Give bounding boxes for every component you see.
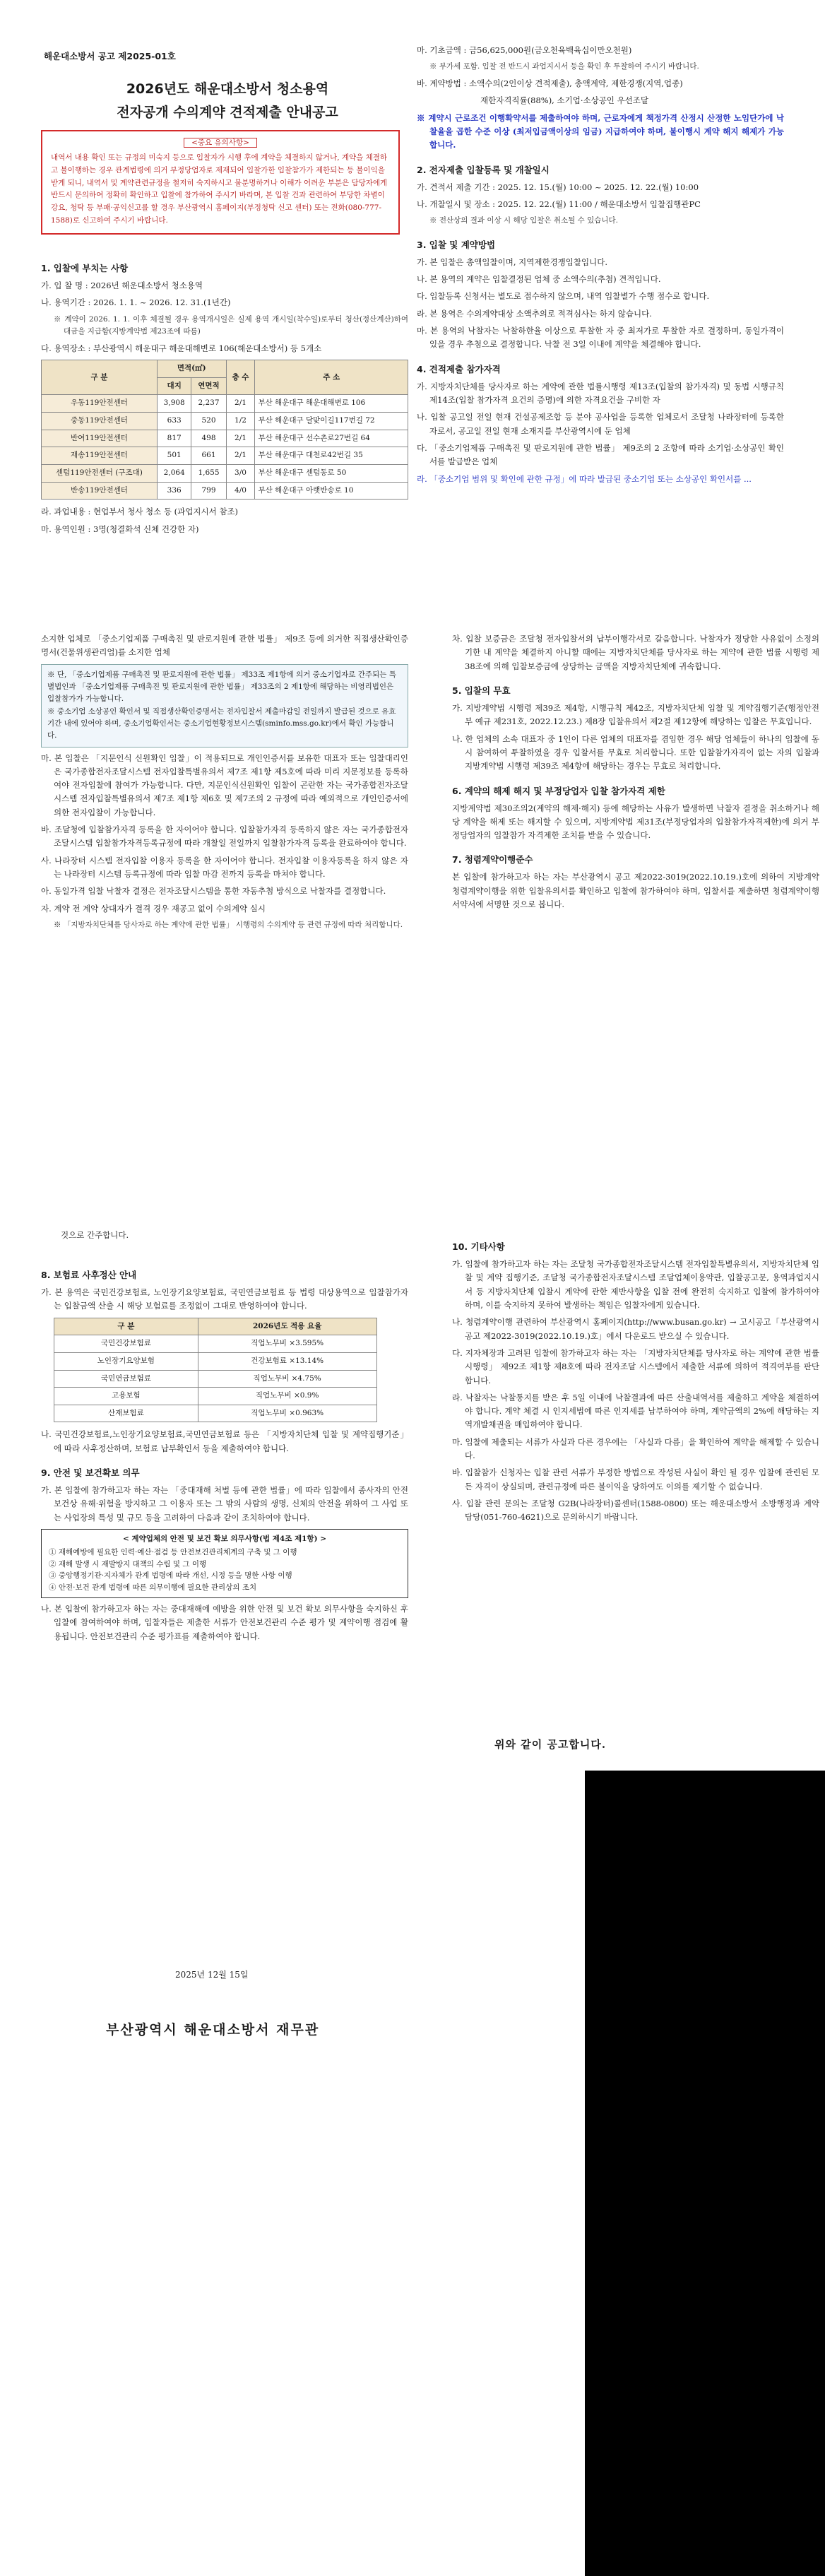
table-row: 우동119안전센터 3,908 2,237 2/1 부산 해운대구 해운대해변로 106 [42, 395, 408, 413]
s2-item-a: 가. 견적서 제출 기간 : 2025. 12. 15.(월) 10:00 ~ 2025. 12. 22.(월) 10:00 [417, 182, 699, 192]
note-box: ※ 단, 「중소기업제품 구매촉진 및 판로지원에 관한 법률」 제33조 제1항에 의거 중소기업자로 간주되는 특별법인과 「중소기업제품 구매촉진 및 판로지원에 관한 법률」 제33조의 2 제1항에 해당하는 비영리법인은 입찰참가가 가능합니다. ※ 중소기업 소상공인 확인서 및 직접생산확인증명서는 전자입찰서 제출마감일 전일까지 발급된 것으로 유효기간 내에 있어야 하며, 중소기업확인서는 중소기업현황정보시스템(sminfo.mss.go.kr)에서 확인 가능합니다. [41, 664, 408, 748]
s3-item-e: 마. 본 용역의 낙찰자는 낙찰하한율 이상으로 투찰한 자 중 최저가로 투찰한 자로 결정하며, 동일가격이 있을 경우 추첨으로 결정합니다. 낙찰 전 3일 이내에 계약을 체결해야 합니다. [417, 326, 784, 350]
table-header: 연면적 [191, 377, 226, 395]
table-header: 구 분 [42, 360, 158, 395]
table-row: 노인장기요양보험 건강보험료 ×13.14% [54, 1352, 377, 1370]
warning-text: 내역서 내용 확인 또는 규정의 미숙지 등으로 입찰자가 시행 후에 계약을 체결하지 않거나, 계약을 체결하고 불이행하는 경우 관계법령에 의거 부정당업자로 제재되어 입찰가한 입찰참가가 제한되는 등 불이익을 받게 되니, 내역서 및 계약관련규정을 철저히 숙지하시고 불분명하거나 이해가 어려운 부분은 담당자에게 반드시 문의하여 정확히 확인하고 입찰에 참가하여 주시기 바라며, 본 입찰 건과 관련하여 부당한 차별이 강요, 청탁 등 부패·공익신고를 할 경우 부산광역시 홈페이지(부정청탁 신고 센터) 또는 전화(080-777-1588)로 신고하여 주시기 바랍니다. [51, 153, 388, 225]
s10-item-e: 마. 입찰에 제출되는 서류가 사실과 다른 경우에는 「사실과 다름」을 확인하여 계약을 해제할 수 있습니다. [452, 1436, 819, 1461]
base-price-note: ※ 부가세 포함. 입찰 전 반드시 과업지시서 등을 확인 후 투찰하여 주시기 바랍니다. [429, 62, 699, 71]
p2-item-ja: 자. 계약 전 계약 상대자가 결격 경우 재공고 없이 수의계약 실시 [41, 903, 266, 914]
s4-item-d: 라. 「중소기업 범위 및 확인에 관한 규정」에 따라 발급된 중소기업 또는 소상공인 확인서를 ... [417, 473, 752, 484]
title-line-2: 전자공개 수의계약 견적제출 안내공고 [117, 105, 338, 121]
facility-table [41, 360, 408, 500]
table-row: 반송119안전센터 336 799 4/0 부산 해운대구 아랫반송로 10 [42, 482, 408, 500]
s1-item-c: 다. 용역장소 : 부산광역시 해운대구 해운대해변로 106(해운대소방서) 등 5개소 [41, 343, 322, 353]
s1-item-b-note: ※ 계약이 2026. 1. 1. 이후 체결될 경우 용역개시일은 실제 용역 개시일(착수일)로부터 청산(정산계산)하여 대금을 지급함(지방계약법 제23조에 따름) [54, 314, 408, 336]
table-row: 산재보험료 직업노무비 ×0.963% [54, 1405, 377, 1422]
notice-number: 해운대소방서 공고 제2025-01호 [44, 51, 176, 61]
s4-item-a: 가. 지방자치단체를 당사자로 하는 계약에 관한 법률시행령 제13조(입찰의 참가자격) 및 동법 시행규칙 제14조(입찰 참가자격 요건의 증명)에 의한 자격요건을 구비한 자 [417, 381, 784, 405]
column-3 [41, 632, 408, 935]
column-1 [41, 251, 408, 540]
column-4 [452, 632, 819, 915]
column-2 [417, 44, 784, 490]
s3-item-b: 나. 본 용역의 계약은 입찰결정된 업체 중 소액수의(추첨) 견적입니다. [417, 274, 661, 285]
s10-item-b: 나. 청렴계약이행 관련하여 부산광역시 홈페이지(http://www.busan.go.kr) → 고시공고「부산광역시 공고 제2022-3019(2022.10.19.)호」에서 다운로드 받으실 수 있습니다. [452, 1317, 819, 1341]
safety-item: ③ 중앙행정기관·지자체가 관계 법령에 따라 개선, 시정 등을 명한 사항 이행 [49, 1571, 292, 1581]
table-header: 구 분 [54, 1318, 198, 1335]
table-row: 반여119안전센터 817 498 2/1 부산 해운대구 선수촌로27번길 64 [42, 430, 408, 447]
p2-item-sa: 사. 나라장터 시스템 전자입찰 이용자 등록을 한 자이어야 합니다. 전자입찰 이용자등록을 하지 않은 자는 나라장터 시스템 등록규정에 따라 입찰 마감 전까지 등록을 마쳐야 합니다. [41, 855, 408, 879]
s3-item-d: 라. 본 용역은 수의계약대상 소액추의로 적격심사는 하지 않습니다. [417, 308, 652, 319]
section-7-heading: 7. 청렴계약이행준수 [452, 854, 533, 865]
section-2-heading: 2. 전자제출 입찰등록 및 개찰일시 [417, 164, 550, 175]
continued-text: 것으로 간주합니다. [61, 1230, 129, 1240]
s9-item-a: 가. 본 입찰에 참가하고자 하는 자는 「중대재해 처벌 등에 관한 법률」에 따라 입찰에서 종사자의 안전보건상 유해·위험을 방지하고 그 이용자 또는 그 밖의 사람의 생명, 신체의 안전을 위하여 그 사업 또는 사업장의 특성 및 규모 등을 고려하여 다음과 같이 조치하여야 합니다. [41, 1485, 408, 1523]
s10-item-g: 사. 입찰 관련 문의는 조달청 G2B(나라장터)콜센터(1588-0800) 또는 해운대소방서 소방행정과 계약 담당(051-760-4621)으로 문의하시기 바랍니다. [452, 1499, 819, 1523]
table-header: 2026년도 적용 요율 [198, 1318, 376, 1335]
table-header: 층 수 [226, 360, 255, 395]
p2-top-text: 소지한 업체로 「중소기업제품 구매촉진 및 판로지원에 관한 법률」 제9조 등에 의거한 직접생산확인증명서(건물위생관리업)를 소지한 업체 [41, 634, 408, 658]
section-6-heading: 6. 계약의 해제 해지 및 부정당업자 입찰 참가자격 제한 [452, 785, 665, 796]
s1-item-b: 나. 용역기간 : 2026. 1. 1. ~ 2026. 12. 31.(1년간) [41, 297, 231, 308]
warning-title: <중요 유의사항> [51, 137, 390, 150]
s8-item-b: 나. 국민건강보험료,노인장기요양보험료,국민연금보험료 등은 「지방자치단체 입찰 및 계약집행기준」에 따라 사후정산하며, 보험료 납부확인서 등을 제출하여야 합니다. [41, 1429, 408, 1453]
s1-item-a: 가. 입 찰 명 : 2026년 해운대소방서 청소용역 [41, 280, 203, 290]
table-header: 면적(㎡) [157, 360, 226, 378]
table-row: 국민연금보험료 직업노무비 ×4.75% [54, 1370, 377, 1388]
page-title [44, 78, 411, 125]
safety-item: ④ 안전·보건 관계 법령에 따른 의무이행에 필요한 관리상의 조치 [49, 1583, 257, 1593]
section-5-heading: 5. 입찰의 무효 [452, 685, 511, 696]
safety-obligations-box [41, 1529, 408, 1598]
s2-item-b: 나. 개찰일시 및 장소 : 2025. 12. 22.(월) 11:00 / 해운대소방서 입찰집행관PC [417, 199, 701, 209]
s9-item-b: 나. 본 입찰에 참가하고자 하는 자는 중대재해에 예방을 위한 안전 및 보건 확보 의무사항을 숙지하신 후 입찰에 참여하여야 하며, 입찰자들은 제출한 서류가 안전보건관리 수준 평가 및 계약이행 점검에 활용됩니다. 안전보건관리 수준 평가표를 제출하여야 합니다. [41, 1603, 408, 1641]
closing-statement: 위와 같이 공고합니다. [494, 1738, 607, 1751]
s10-item-d: 라. 낙찰자는 낙찰통지를 받은 후 5일 이내에 낙찰결과에 따른 산출내역서를 제출하고 계약을 체결하여야 합니다. 계약 체결 시 인지세법에 따른 인지세를 납부하여야 하며, 계약금액의 2%에 해당하는 지역개발채권을 매입하여야 합니다. [452, 1392, 819, 1430]
s5-item-b: 나. 한 업체의 소속 대표자 중 1인이 다른 업체의 대표자를 겸임한 경우 해당 업체들이 하나의 입찰에 동시 참여하여 투찰하였을 경우 입찰서를 무효로 처리합니다. 또한 입찰참가자격이 없는 자의 입찰과 지방계약법 시행령 제39조 제4항에 해당하는 경우는 무효로 처리합니다. [452, 733, 819, 772]
table-row: 중동119안전센터 633 520 1/2 부산 해운대구 달맞이길117번길 72 [42, 413, 408, 430]
table-header: 주 소 [255, 360, 408, 395]
p2-item-ba: 바. 조달청에 입찰참가자격 등록을 한 자이어야 합니다. 입찰참가자격 등록하지 않은 자는 국가종합전자조달시스템 입찰참가자격등록규정에 따라 개찰일 전일까지 입찰참가자격 등록을 완료하여야 합니다. [41, 825, 408, 849]
s3-item-c: 다. 입찰등록 신청서는 별도로 접수하지 않으며, 내역 입찰별가 수행 점수로 합니다. [417, 291, 710, 302]
table-row: 센텀119안전센터 (구조대) 2,064 1,655 3/0 부산 해운대구 센텀동로 50 [42, 464, 408, 482]
table-row: 고용보험 직업노무비 ×0.9% [54, 1388, 377, 1405]
table-row: 국민건강보험료 직업노무비 ×3.595% [54, 1335, 377, 1353]
section-4-heading: 4. 견적제출 참가자격 [417, 363, 501, 374]
s8-item-a: 가. 본 용역은 국민건강보험료, 노인장기요양보험료, 국민연금보험료 등 법령 대상용역으로 입찰참가자는 입찰금액 산출 시 해당 보험료를 조정없이 그대로 반영하여야 합니다. [41, 1287, 408, 1311]
section-9-heading: 9. 안전 및 보건확보 의무 [41, 1467, 140, 1478]
s10-item-f: 바. 입찰참가 신청자는 입찰 관련 서류가 부정한 방법으로 작성된 사실이 확인 될 경우 입찰에 관련된 모든 자격이 상실되며, 관련규정에 따른 불이익을 당하여도 이의를 제기할 수 없습니다. [452, 1467, 819, 1491]
safety-item: ① 재해예방에 필요한 인력·예산·점검 등 안전보건관리체계의 구축 및 그 이행 [49, 1547, 297, 1556]
s3-item-a: 가. 본 입찰은 총액입찰이며, 지역제한경쟁입찰입니다. [417, 256, 607, 267]
s1-item-e: 마. 용역인원 : 3명(청결화석 신체 건강한 자) [41, 524, 199, 534]
s5-item-a: 가. 지방계약법 시행령 제39조 제4항, 시행규칙 제42조, 지방자치단체 입찰 및 계약집행기준(행정안전부 예규 제231호, 2022.12.23.) 제8장 입찰유의서 제2절 제12항에 해당하는 입찰은 무효입니다. [452, 702, 819, 727]
p2-item-ma: 마. 본 입찰은 「지문인식 신원확인 입찰」이 적용되므로 개인인증서를 보유한 대표자 또는 입찰대리인은 국가종합전자조달시스템 전자입찰특별유의서 제7조 제1항 제5호에 따라 미리 지문정보를 등록하여야 전자입찰에 참여가 가능합니다. 다만, 지문인식신원확인 입찰이 곤란한 자는 국가종합전자조달시스템 전자입찰특별유의서 제7조 제1항 제6호 및 제7조의 2 규정에 따라 예외적으로 개인인증서에 의한 전자입찰이 가능합니다. [41, 752, 408, 817]
notice-date: 2025년 12월 15일 [175, 1970, 249, 1980]
contract-method: 바. 계약방법 : 소액수의(2인이상 견적제출), 총액계약, 제한경쟁(지역,업종) [417, 78, 683, 88]
column-6 [452, 1229, 819, 1528]
title-line-1: 2026년도 해운대소방서 청소용역 [126, 81, 329, 97]
insurance-table [54, 1318, 377, 1423]
bid-bond-text: 차. 입찰 보증금은 조달청 전자입찰서의 납부이행각서로 갈음합니다. 낙찰자가 정당한 사유없이 소정의 기한 내 계약을 체결하지 아니할 때에는 지방자치단체를 당사자로 하는 계약에 관한 법률 시행령 제38조에 의해 입찰보증금에 상당하는 금액을 지방자치단체에 귀속합니다. [452, 634, 819, 671]
safety-item: ② 재해 발생 시 재발방지 대책의 수립 및 그 이행 [49, 1559, 207, 1568]
section-3-heading: 3. 입찰 및 계약방법 [417, 239, 496, 250]
p2-item-ah: 아. 동일가격 입찰 낙찰자 결정은 전자조달시스템을 통한 자동추첨 방식으로 낙찰자를 결정합니다. [41, 886, 386, 897]
labor-emphasis: ※ 계약시 근로조건 이행확약서를 제출하여야 하며, 근로자에게 책정가격 산정시 산정한 노임단가에 낙찰율을 곱한 수준 이상 (최저입금액이상의 임금) 지급하여야 하며, 불이행시 계약 해지 해제가 가능합니다. [417, 112, 784, 150]
safety-title: < 계약업체의 안전 및 보건 확보 의무사항(법 제4조 제1항) > [122, 1534, 327, 1543]
blank-black-area [585, 1771, 825, 2576]
s10-item-a: 가. 입찰에 참가하고자 하는 자는 조달청 국가종합전자조달시스템 전자입찰특별유의서, 지방자치단체 입찰 및 계약 집행기준, 조달청 국가종합전자조달시스템 조달업체이용약관, 입찰공고문, 용역과업지시서 등 지방자치단체 입찰시 계약에 관한 제반사항을 입찰 전에 완전히 숙지하고 입찰에 참가하여야 하며, 이를 숙지하지 못하여 발생하는 책임은 입찰자에게 있습니다. [452, 1259, 819, 1310]
s6-text: 지방계약법 제30조의2(계약의 해제·해지) 등에 해당하는 사유가 발생하면 낙찰자 결정을 취소하거나 해당 계약을 해제 또는 해지할 수 있으며, 지방계약법 제31조(부정당업자의 입찰참가자격제한)에 의거 부정당업자의 입찰참가 자격제한 조치를 받을 수 있습니다. [452, 803, 819, 841]
s10-item-c: 다. 지자체장과 고려된 입찰에 참가하고자 하는 자는 「지방자치단체를 당사자로 하는 계약에 관한 법률 시행령」 제92조 제1항 제8호에 따라 전자조달 시스템에서 제출한 서류에 의하여 적격여부를 판단합니다. [452, 1347, 819, 1386]
section-1-heading: 1. 입찰에 부치는 사항 [41, 263, 129, 273]
s1-item-d: 라. 과업내용 : 현업부서 청사 청소 등 (과업지시서 참조) [41, 507, 239, 517]
section-10-heading: 10. 기타사항 [452, 1241, 505, 1252]
contract-method-cont: 재한자격직률(88%), 소기업·소상공인 우선조달 [480, 95, 649, 106]
base-price: 마. 기초금액 : 금56,625,000원(금오천육백육십이만오천원) [417, 45, 632, 55]
warning-box [41, 130, 400, 235]
s2-note: ※ 전산상의 결과 이상 시 해당 입찰은 취소될 수 있습니다. [429, 216, 619, 225]
p2-item-ja-note: ※ 「지방자치단체를 당사자로 하는 계약에 관한 법률」 시행령의 수의계약 등 관련 규정에 따라 처리합니다. [54, 920, 403, 929]
s4-item-c: 다. 「중소기업제품 구매촉진 및 판로지원에 관한 법률」 제9조의 2 조항에 따라 소기업·소상공인 확인서를 발급받은 업체 [417, 442, 784, 467]
s7-text: 본 입찰에 참가하고자 하는 자는 부산광역시 공고 제2022-3019(2022.10.19.)호에 의하여 지방계약 청렴계약이행을 위한 입찰유의서를 확인하고 입찰에 참가하여야 하며, 입찰서를 제출하면 청렴계약이행서약서에 서명한 것으로 봅니다. [452, 872, 819, 910]
table-header: 대지 [157, 377, 191, 395]
column-5 [41, 1258, 408, 1647]
table-row: 재송119안전센터 501 661 2/1 부산 해운대구 대천로42번길 35 [42, 447, 408, 465]
issuer-name: 부산광역시 해운대소방서 재무관 [106, 2022, 320, 2038]
section-8-heading: 8. 보험료 사후정산 안내 [41, 1270, 137, 1280]
s4-item-b: 나. 입찰 공고일 전일 현재 건설공제조합 등 분야 공사업을 등록한 업체로서 조달청 나라장터에 등록한 자로서, 공고일 전일 현재 소재지를 부산광역시에 둔 업체 [417, 412, 784, 436]
